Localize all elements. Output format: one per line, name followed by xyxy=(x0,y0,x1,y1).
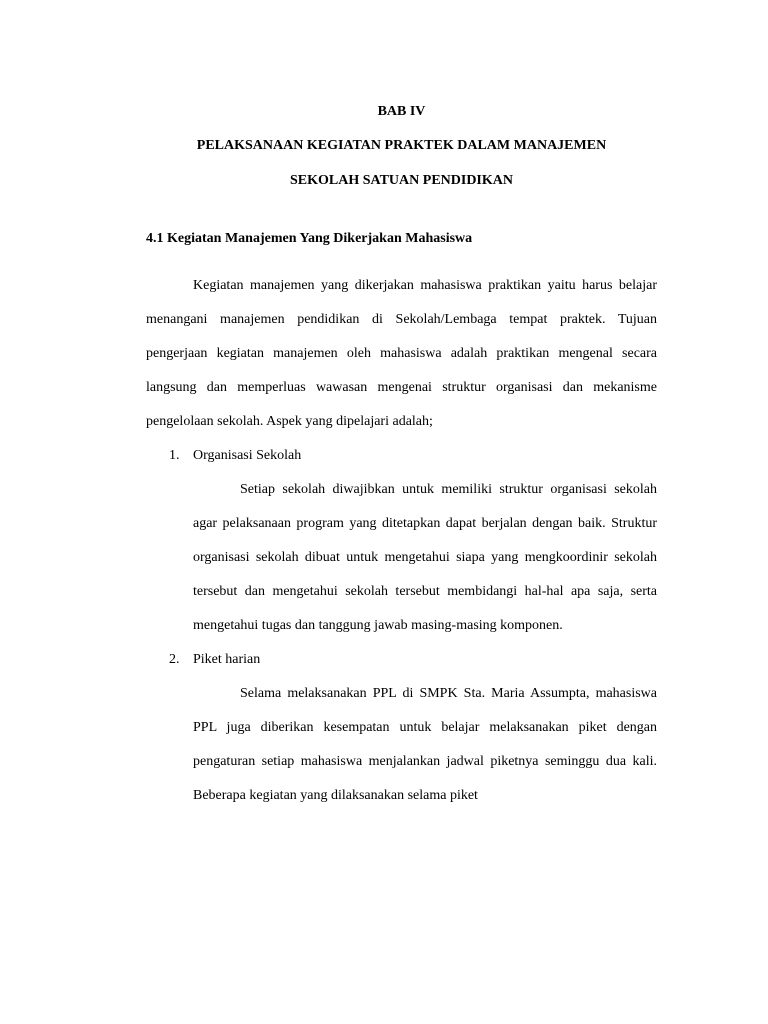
list-item-piket xyxy=(146,643,657,813)
list-item-title xyxy=(146,643,657,677)
chapter-title: BAB IV xyxy=(377,104,426,119)
list-number: 2. xyxy=(169,652,180,667)
chapter-subtitle-line-1: PELAKSANAAN KEGIATAN PRAKTEK DALAM MANAJEMEN xyxy=(196,138,607,153)
list-item-label: Piket harian xyxy=(193,652,261,667)
aspect-list xyxy=(146,439,657,813)
chapter-subtitle-line-2: SEKOLAH SATUAN PENDIDIKAN xyxy=(290,173,513,188)
list-item-body: Selama melaksanakan PPL di SMPK Sta. Maria Assumpta, mahasiswa PPL juga diberikan kesempatan untuk belajar melaksanakan piket dengan pengaturan setiap mahasiswa menjalankan jadwal piketnya seminggu dua kali. Beberapa kegiatan yang dilaksanakan selama piket xyxy=(193,686,657,803)
section-heading: 4.1 Kegiatan Manajemen Yang Dikerjakan Mahasiswa xyxy=(146,231,473,246)
list-item-label: Organisasi Sekolah xyxy=(193,448,302,463)
list-item-organisasi xyxy=(146,439,657,643)
list-item-body: Setiap sekolah diwajibkan untuk memiliki struktur organisasi sekolah agar pelaksanaan program yang ditetapkan dapat berjalan dengan baik. Struktur organisasi sekolah dibuat untuk mengetahui siapa yang mengkoordinir sekolah tersebut dan mengetahui sekolah tersebut membidangi hal-hal apa saja, serta mengetahui tugas dan tanggung jawab masing-masing komponen. xyxy=(193,482,657,633)
list-item-title xyxy=(146,439,657,473)
intro-paragraph: Kegiatan manajemen yang dikerjakan mahasiswa praktikan yaitu harus belajar menangani manajemen pendidikan di Sekolah/Lembaga tempat praktek. Tujuan pengerjaan kegiatan manajemen oleh mahasiswa adalah praktikan mengenal secara langsung dan memperluas wawasan mengenai struktur organisasi dan mekanisme pengelolaan sekolah. Aspek yang dipelajari adalah; xyxy=(146,278,657,429)
list-number: 1. xyxy=(169,448,180,463)
